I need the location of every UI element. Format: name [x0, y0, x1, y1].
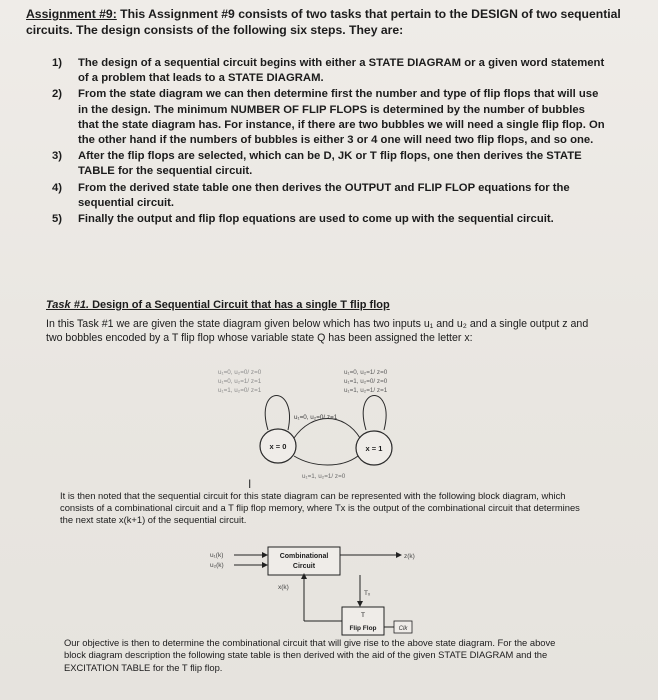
arrow-right-icon [396, 552, 402, 558]
top-transition-arc [294, 419, 360, 439]
block-diagram-intro: It is then noted that the sequential circuit for this state diagram can be represented with the following block diagram, which consists of a combinational circuit and a T flip flop memory, where Tx is the output of the combinational circuit that determines the next state x(k+1) of the sequential circuit. [60, 490, 580, 526]
right-self-loop [363, 396, 386, 431]
state-diagram-svg [218, 364, 424, 491]
task-1-title [46, 298, 606, 312]
top-arc-label: u₁=0, u₂=0/ z=1 [294, 414, 338, 421]
input-u1-label: u₁(k) [210, 552, 224, 559]
task-1-section [46, 298, 606, 345]
output-z-label: z(k) [404, 553, 415, 560]
arrow-right-icon [262, 552, 268, 558]
bottom-transition-arc [294, 456, 358, 465]
arrow-down-icon [357, 601, 363, 607]
assignment-label: Assignment #9: [26, 7, 117, 21]
state-0-label: x = 0 [269, 442, 287, 451]
bottom-arc-label: u₁=1, u₂=1/ z=0 [302, 473, 346, 480]
left-loop-label: u₁=0, u₂=0/ z=0 [218, 369, 262, 376]
left-loop-label: u₁=1, u₂=0/ z=1 [218, 387, 262, 394]
input-u2-label: u₂(k) [210, 562, 224, 569]
step-number: 1) [52, 57, 63, 69]
design-step [52, 87, 608, 148]
task-1-prefix: Task #1. [46, 299, 90, 311]
arrow-right-icon [262, 562, 268, 568]
circuit-label: Circuit [292, 563, 316, 570]
left-self-loop [265, 396, 289, 431]
step-text: After the flip flops are selected, which can be D, JK or T flip flops, one then derives the STATE TABLE for the sequential circuit. [78, 150, 582, 178]
step-text: From the state diagram we can then determine first the number and type of flip flops that will use in the design. The minimum NUMBER OF FLIP FLOPS is determined by the number of bubbles that the state diagram has. For instance, if there are two bubbles we will need a single flip flop. On the other hand if the numbers of bubbles is either 3 or 4 one will need two flip flops, and so one. [78, 88, 605, 147]
task-1-description: In this Task #1 we are given the state diagram given below which has two inputs u₁ and u₂ and a single output z and two bobbles encoded by a T flip flop whose variable state Q has been assigned the letter x: [46, 318, 589, 344]
left-loop-label: u₁=0, u₂=1/ z=1 [218, 378, 262, 385]
objective-paragraph: Our objective is then to determine the combinational circuit that will give rise to the above state diagram. For the above block diagram description the following state table is then derived with the aid of the given STATE DIAGRAM and the EXCITATION TABLE for the T flip flop. [64, 637, 556, 673]
design-step [52, 56, 608, 86]
assignment-intro [26, 6, 638, 38]
design-step [52, 212, 608, 227]
feedback-x-label: x(k) [278, 584, 289, 591]
flip-flop-label: Flip Flop [349, 625, 377, 632]
step-number: 4) [52, 181, 63, 194]
design-step [52, 149, 608, 179]
assignment-intro-text: This Assignment #9 consists of two tasks that pertain to the DESIGN of two sequential circuits. The design consists of the following six steps. They are: [26, 7, 621, 37]
state-diagram [218, 364, 424, 491]
step-text: Finally the output and flip flop equations are used to come up with the sequential circuit. [78, 213, 554, 226]
step-number: 2) [52, 88, 63, 101]
block-diagram-svg [210, 545, 440, 637]
step-text: The design of a sequential circuit begins with either a STATE DIAGRAM or a given word statement of a problem that leads to a STATE DIAGRAM. [78, 57, 605, 85]
ff-t-input-label: T [361, 612, 365, 619]
text-cursor-icon: I [248, 477, 252, 491]
step-number: 3) [52, 150, 63, 163]
step-text: From the derived state table one then derives the OUTPUT and FLIP FLOP equations for the sequential circuit. [78, 181, 570, 209]
design-step [52, 181, 608, 211]
design-steps-list [52, 56, 608, 228]
tx-label: Tₓ [364, 590, 371, 597]
combinational-circuit-box [268, 547, 340, 575]
state-1-label: x = 1 [365, 444, 383, 453]
block-diagram [210, 545, 440, 637]
right-loop-label: u₁=1, u₂=1/ z=1 [344, 387, 388, 394]
clock-label: Clk [398, 626, 408, 632]
task-1-title-text: Design of a Sequential Circuit that has a single T flip flop [89, 299, 390, 311]
combinational-label: Combinational [279, 553, 329, 560]
right-loop-label: u₁=1, u₂=0/ z=0 [344, 378, 388, 385]
step-number: 5) [52, 213, 63, 226]
right-loop-label: u₁=0, u₂=1/ z=0 [344, 369, 388, 376]
